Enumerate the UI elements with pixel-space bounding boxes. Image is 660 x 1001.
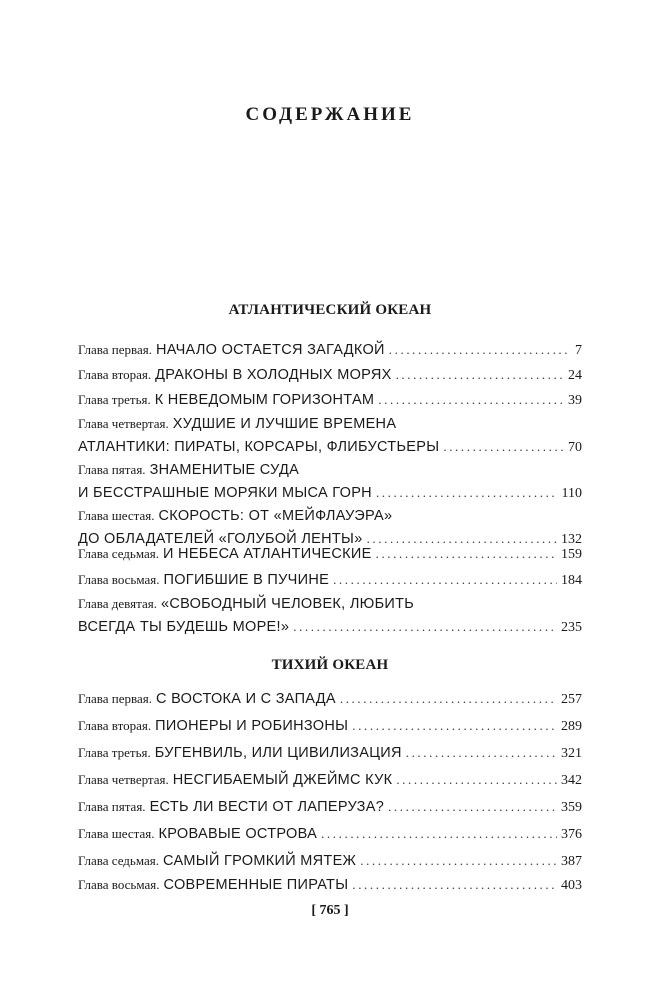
chapter-number: Глава третья. — [78, 392, 151, 407]
chapter-number: Глава вторая. — [78, 367, 152, 382]
chapter-number: Глава шестая. — [78, 508, 155, 523]
page-number: 24 — [568, 368, 582, 383]
page-number: 289 — [561, 719, 582, 734]
page-number: 184 — [561, 573, 582, 588]
leader-dots — [396, 363, 564, 387]
chapter-title: ХУДШИЕ И ЛУЧШИЕ ВРЕМЕНА — [172, 416, 397, 432]
chapter-title-continued: ДО ОБЛАДАТЕЛЕЙ «ГОЛУБОЙ ЛЕНТЫ» — [78, 531, 363, 547]
page-number: 70 — [568, 440, 582, 455]
chapter-title-continued: ВСЕГДА ТЫ БУДЕШЬ МОРЕ!» — [78, 619, 290, 635]
leader-dots — [340, 687, 557, 711]
chapter-title: БУГЕНВИЛЬ, ИЛИ ЦИВИЛИЗАЦИЯ — [154, 745, 402, 761]
leader-dots — [293, 615, 557, 639]
page-title: СОДЕРЖАНИЕ — [245, 104, 415, 125]
chapter-title: ДРАКОНЫ В ХОЛОДНЫХ МОРЯХ — [155, 367, 392, 383]
chapter-number: Глава девятая. — [78, 596, 157, 611]
leader-dots — [396, 768, 557, 792]
chapter-title: ЕСТЬ ЛИ ВЕСТИ ОТ ЛАПЕРУЗА? — [149, 799, 385, 815]
leader-dots — [443, 435, 564, 459]
toc-entry[interactable] — [78, 714, 582, 738]
chapter-number: Глава восьмая. — [78, 877, 160, 892]
chapter-title: СКОРОСТЬ: ОТ «МЕЙФЛАУЭРА» — [158, 508, 393, 524]
toc-entry[interactable] — [78, 768, 582, 792]
toc-entry[interactable] — [78, 388, 582, 412]
chapter-number: Глава третья. — [78, 745, 151, 760]
chapter-number: Глава первая. — [78, 342, 152, 357]
leader-dots — [376, 542, 557, 566]
chapter-title-continued: АТЛАНТИКИ: ПИРАТЫ, КОРСАРЫ, ФЛИБУСТЬЕРЫ — [78, 439, 440, 455]
chapter-number: Глава пятая. — [78, 462, 146, 477]
page-number: 7 — [575, 343, 582, 358]
toc-entry[interactable] — [78, 338, 582, 362]
toc-entry[interactable] — [78, 568, 582, 592]
leader-dots — [321, 822, 557, 846]
chapter-number: Глава пятая. — [78, 799, 146, 814]
chapter-number: Глава первая. — [78, 691, 152, 706]
page-number: 321 — [561, 746, 582, 761]
page-number: 376 — [561, 827, 582, 842]
chapter-title: ПИОНЕРЫ И РОБИНЗОНЫ — [155, 718, 349, 734]
leader-dots — [333, 568, 557, 592]
toc-entry[interactable] — [78, 542, 582, 566]
page-number: 110 — [561, 486, 582, 501]
leader-dots — [388, 795, 557, 819]
chapter-number: Глава седьмая. — [78, 546, 159, 561]
chapter-number: Глава восьмая. — [78, 572, 160, 587]
chapter-number: Глава седьмая. — [78, 853, 159, 868]
chapter-title: НЕСГИБАЕМЫЙ ДЖЕЙМС КУК — [172, 772, 393, 788]
leader-dots — [352, 873, 557, 897]
toc-entry[interactable] — [78, 873, 582, 897]
page-number: 342 — [561, 773, 582, 788]
toc-entry[interactable] — [78, 687, 582, 711]
chapter-title: КРОВАВЫЕ ОСТРОВА — [158, 826, 318, 842]
page-number: 257 — [561, 692, 582, 707]
toc-entry[interactable] — [78, 413, 582, 459]
chapter-title: САМЫЙ ГРОМКИЙ МЯТЕЖ — [163, 853, 357, 869]
chapter-title: СОВРЕМЕННЫЕ ПИРАТЫ — [163, 877, 349, 893]
chapter-title-continued: И БЕССТРАШНЫЕ МОРЯКИ МЫСА ГОРН — [78, 485, 372, 501]
chapter-title: ЗНАМЕНИТЫЕ СУДА — [149, 462, 300, 478]
chapter-title: И НЕБЕСА АТЛАНТИЧЕСКИЕ — [163, 546, 372, 562]
chapter-title: ПОГИБШИЕ В ПУЧИНЕ — [163, 572, 330, 588]
section-heading-pacific: ТИХИЙ ОКЕАН — [271, 657, 389, 673]
page-number: 359 — [561, 800, 582, 815]
toc-entry[interactable] — [78, 822, 582, 846]
toc-entry[interactable] — [78, 363, 582, 387]
leader-dots — [406, 741, 557, 765]
chapter-title: «СВОБОДНЫЙ ЧЕЛОВЕК, ЛЮБИТЬ — [160, 596, 415, 612]
page-number: 387 — [561, 854, 582, 869]
toc-entry[interactable] — [78, 741, 582, 765]
folio-page-number: [ 765 ] — [311, 903, 349, 918]
chapter-number: Глава четвертая. — [78, 416, 169, 431]
page-number: 403 — [561, 878, 582, 893]
leader-dots — [360, 849, 557, 873]
chapter-title: С ВОСТОКА И С ЗАПАДА — [155, 691, 336, 707]
chapter-number: Глава четвертая. — [78, 772, 169, 787]
page-number: 132 — [561, 532, 582, 547]
page-number: 39 — [568, 393, 582, 408]
chapter-number: Глава шестая. — [78, 826, 155, 841]
section-heading-atlantic: АТЛАНТИЧЕСКИЙ ОКЕАН — [228, 302, 432, 318]
leader-dots — [376, 481, 558, 505]
toc-entry[interactable] — [78, 459, 582, 505]
page-number: 159 — [561, 547, 582, 562]
toc-entry[interactable] — [78, 795, 582, 819]
leader-dots — [389, 338, 571, 362]
toc-entry[interactable] — [78, 849, 582, 873]
chapter-title: К НЕВЕДОМЫМ ГОРИЗОНТАМ — [154, 392, 375, 408]
page-number: 235 — [561, 620, 582, 635]
chapter-number: Глава вторая. — [78, 718, 152, 733]
chapter-title: НАЧАЛО ОСТАЕТСЯ ЗАГАДКОЙ — [155, 342, 385, 358]
leader-dots — [378, 388, 564, 412]
leader-dots — [352, 714, 557, 738]
toc-entry[interactable] — [78, 593, 582, 639]
